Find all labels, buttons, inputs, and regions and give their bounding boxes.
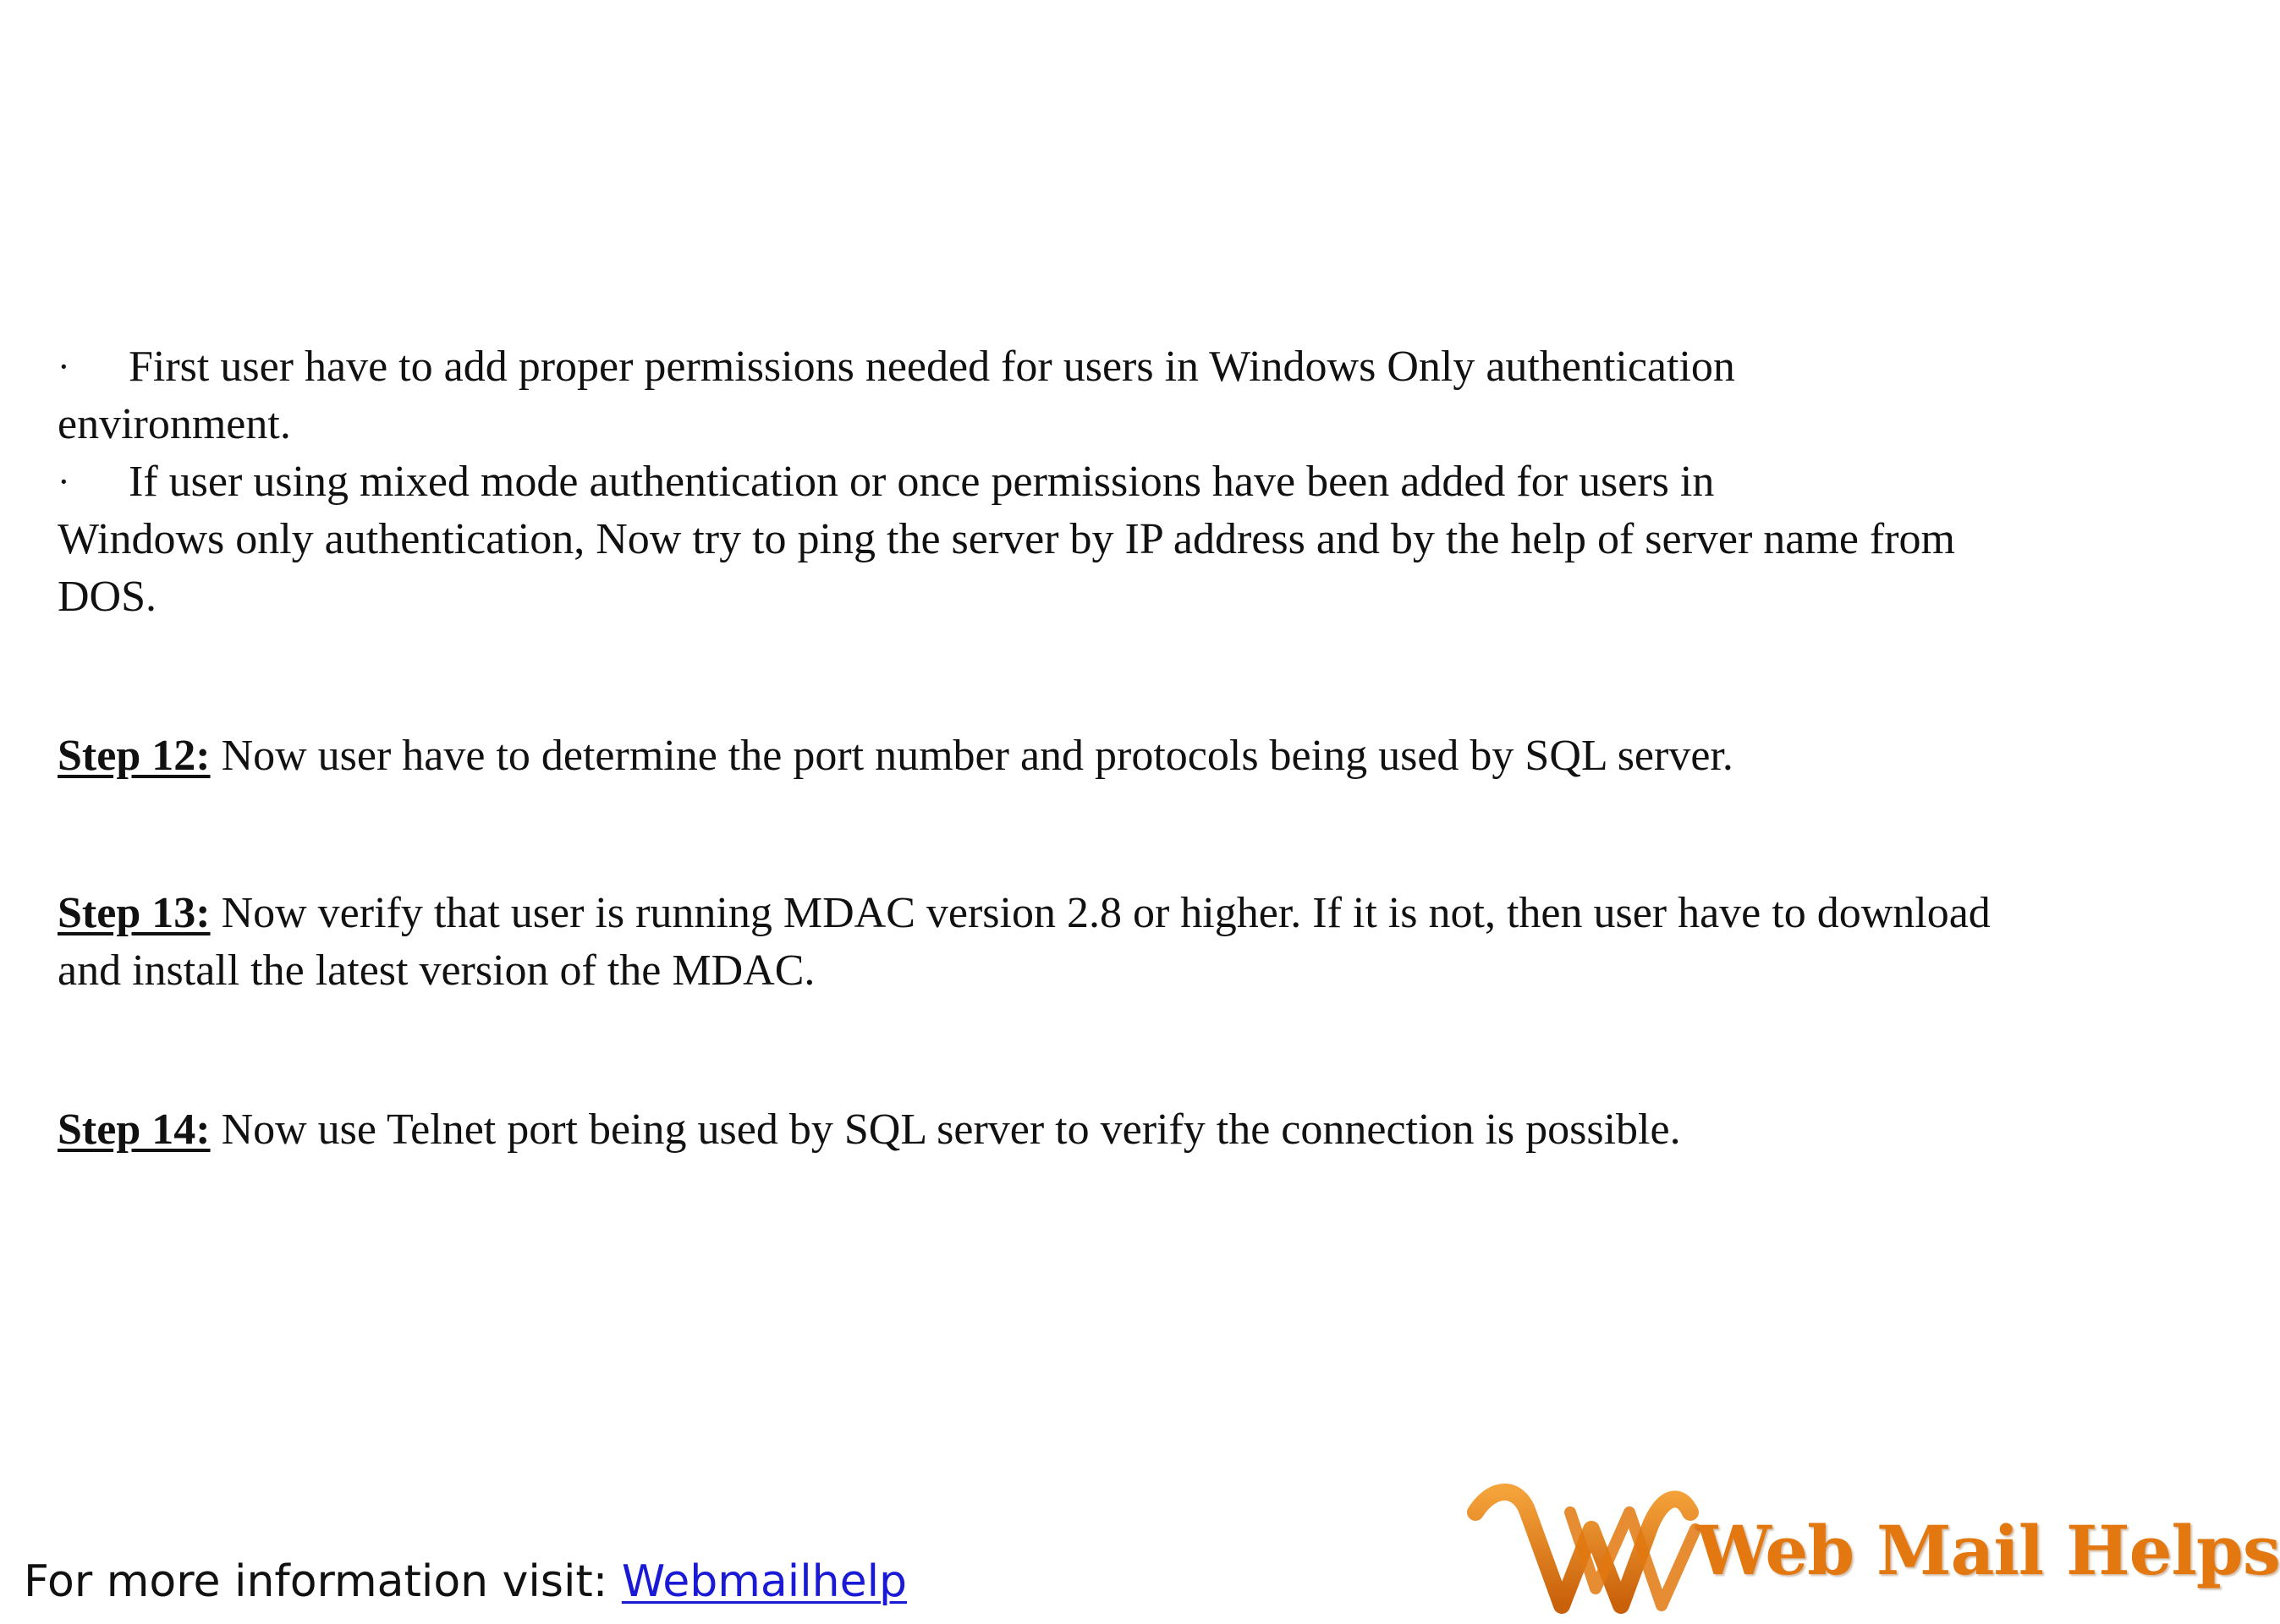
bullet-item-2 [58,453,2003,626]
bullet-item-1 [58,338,2003,453]
step-14 [58,1101,2003,1159]
document-body [58,338,2003,1159]
step-text: Now verify that user is running MDAC version 2.8 or higher. If it is not, then user have to download and install the latest version of the MDAC. [58,889,1991,995]
bullet-text-first-line: If user using mixed mode authentication or once permissions have been added for users in [129,458,1715,506]
step-text: Now user have to determine the port number and protocols being used by SQL server. [210,732,1733,780]
bullet-text-first-line: First user have to add proper permissions needed for users in Windows Only authentication [129,343,1735,391]
step-label: Step 13: [58,889,211,937]
bullet-marker: · [58,346,70,387]
bullet-text-continued: Windows only authentication, Now try to ping the server by IP address and by the help of server name from DOS. [58,515,1955,621]
step-13 [58,885,2003,1000]
step-label: Step 12: [58,732,211,780]
bullet-marker: · [58,461,70,502]
footer-info [24,1556,907,1607]
web-mail-helps-logo [1469,1479,2280,1622]
logo-text: Web Mail Helps [1695,1511,2280,1590]
step-label: Step 14: [58,1106,211,1154]
footer-prefix: For more information visit: [24,1556,622,1607]
webmailhelp-link[interactable]: Webmailhelp [621,1556,908,1607]
bullet-text-continued: environment. [58,400,291,448]
step-text: Now use Telnet port being used by SQL server to verify the connection is possible. [210,1106,1681,1154]
step-12 [58,727,2003,785]
